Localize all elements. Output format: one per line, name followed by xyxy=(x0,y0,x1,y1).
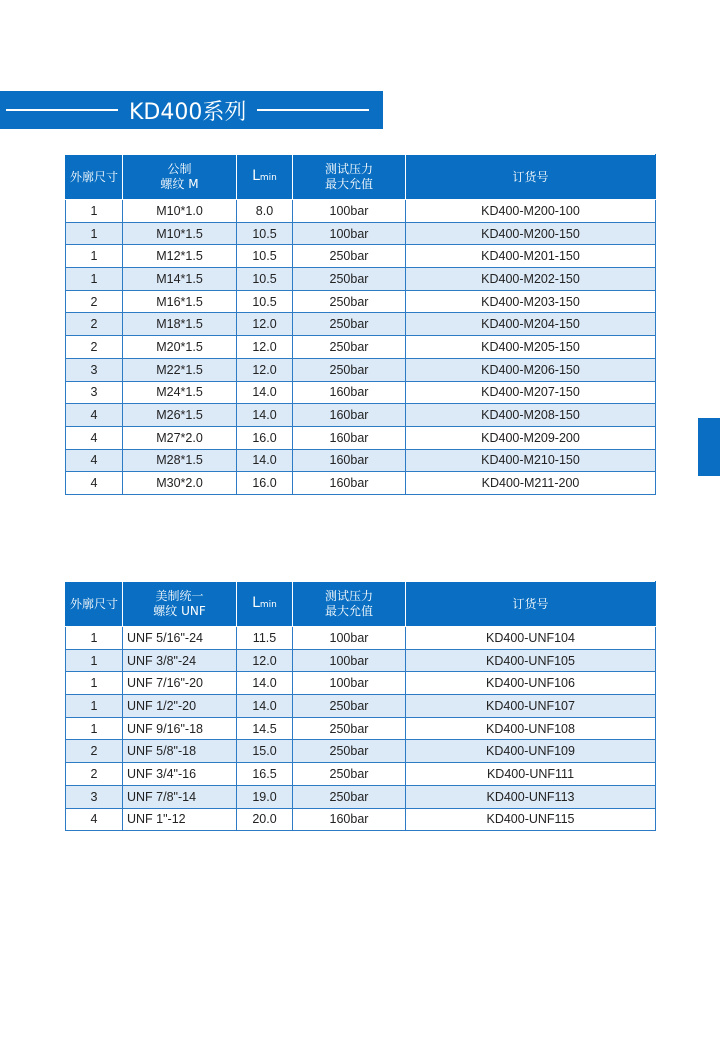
cell-order-number: KD400-M208-150 xyxy=(406,404,656,427)
cell-pressure: 160bar xyxy=(293,472,406,495)
cell-lmin: 10.5 xyxy=(237,245,293,268)
cell-thread: UNF 7/16"-20 xyxy=(123,672,237,695)
cell-pressure: 160bar xyxy=(293,449,406,472)
cell-lmin: 14.5 xyxy=(237,717,293,740)
cell-lmin: 10.5 xyxy=(237,290,293,313)
cell-pressure: 250bar xyxy=(293,695,406,718)
cell-size: 2 xyxy=(66,290,123,313)
table-row xyxy=(66,404,656,427)
cell-thread: UNF 1/2"-20 xyxy=(123,695,237,718)
header-thread xyxy=(123,155,237,200)
section-title: KD400系列 xyxy=(129,99,247,125)
cell-pressure: 250bar xyxy=(293,358,406,381)
header-order-number: 订货号 xyxy=(406,582,656,627)
cell-pressure: 100bar xyxy=(293,672,406,695)
table-row xyxy=(66,290,656,313)
header-thread xyxy=(123,582,237,627)
section-banner xyxy=(0,91,383,129)
cell-size: 1 xyxy=(66,268,123,291)
table-row xyxy=(66,358,656,381)
cell-lmin: 14.0 xyxy=(237,695,293,718)
cell-size: 4 xyxy=(66,808,123,831)
cell-size: 1 xyxy=(66,649,123,672)
cell-pressure: 250bar xyxy=(293,336,406,359)
cell-thread: M14*1.5 xyxy=(123,268,237,291)
cell-pressure: 250bar xyxy=(293,313,406,336)
cell-size: 4 xyxy=(66,426,123,449)
header-thread-line1: 美制统一 xyxy=(155,589,204,603)
table-row xyxy=(66,336,656,359)
cell-order-number: KD400-UNF106 xyxy=(406,672,656,695)
cell-order-number: KD400-UNF115 xyxy=(406,808,656,831)
cell-lmin: 8.0 xyxy=(237,200,293,223)
cell-order-number: KD400-UNF111 xyxy=(406,763,656,786)
cell-lmin: 10.5 xyxy=(237,268,293,291)
cell-lmin: 12.0 xyxy=(237,336,293,359)
cell-size: 1 xyxy=(66,717,123,740)
table-header-row xyxy=(66,155,656,200)
cell-thread: M27*2.0 xyxy=(123,426,237,449)
cell-pressure: 100bar xyxy=(293,222,406,245)
cell-pressure: 160bar xyxy=(293,808,406,831)
table-row xyxy=(66,740,656,763)
header-pressure-line2: 最大允值 xyxy=(324,177,373,191)
cell-size: 3 xyxy=(66,358,123,381)
table-row xyxy=(66,200,656,223)
metric-thread-table xyxy=(65,154,656,495)
cell-size: 1 xyxy=(66,222,123,245)
table-row xyxy=(66,627,656,650)
cell-order-number: KD400-M210-150 xyxy=(406,449,656,472)
header-pressure-line1: 测试压力 xyxy=(324,162,373,176)
header-order-number: 订货号 xyxy=(406,155,656,200)
header-pressure xyxy=(293,155,406,200)
cell-lmin: 12.0 xyxy=(237,649,293,672)
cell-order-number: KD400-UNF108 xyxy=(406,717,656,740)
cell-order-number: KD400-M204-150 xyxy=(406,313,656,336)
cell-size: 1 xyxy=(66,672,123,695)
cell-order-number: KD400-UNF105 xyxy=(406,649,656,672)
cell-pressure: 250bar xyxy=(293,717,406,740)
table-row xyxy=(66,268,656,291)
cell-lmin: 16.5 xyxy=(237,763,293,786)
cell-order-number: KD400-M200-100 xyxy=(406,200,656,223)
cell-pressure: 250bar xyxy=(293,740,406,763)
cell-pressure: 250bar xyxy=(293,245,406,268)
cell-thread: UNF 9/16"-18 xyxy=(123,717,237,740)
cell-lmin: 14.0 xyxy=(237,381,293,404)
cell-pressure: 160bar xyxy=(293,381,406,404)
cell-order-number: KD400-M211-200 xyxy=(406,472,656,495)
cell-order-number: KD400-UNF113 xyxy=(406,785,656,808)
cell-order-number: KD400-M202-150 xyxy=(406,268,656,291)
cell-pressure: 250bar xyxy=(293,268,406,291)
cell-order-number: KD400-M206-150 xyxy=(406,358,656,381)
cell-lmin: 14.0 xyxy=(237,404,293,427)
table-row xyxy=(66,381,656,404)
cell-order-number: KD400-M200-150 xyxy=(406,222,656,245)
cell-lmin: 15.0 xyxy=(237,740,293,763)
cell-order-number: KD400-M201-150 xyxy=(406,245,656,268)
header-size: 外廓尺寸 xyxy=(66,582,123,627)
cell-thread: M30*2.0 xyxy=(123,472,237,495)
table-row xyxy=(66,426,656,449)
cell-order-number: KD400-M207-150 xyxy=(406,381,656,404)
cell-lmin: 19.0 xyxy=(237,785,293,808)
cell-pressure: 250bar xyxy=(293,785,406,808)
table-row xyxy=(66,808,656,831)
cell-pressure: 160bar xyxy=(293,426,406,449)
cell-thread: M26*1.5 xyxy=(123,404,237,427)
banner-rule-left xyxy=(6,109,118,111)
cell-size: 1 xyxy=(66,627,123,650)
header-thread-line1: 公制 xyxy=(167,162,192,176)
header-lmin-main: L xyxy=(252,594,260,611)
cell-order-number: KD400-M209-200 xyxy=(406,426,656,449)
cell-thread: UNF 3/4"-16 xyxy=(123,763,237,786)
cell-thread: M16*1.5 xyxy=(123,290,237,313)
unf-thread-table xyxy=(65,581,656,831)
table-row xyxy=(66,672,656,695)
cell-lmin: 16.0 xyxy=(237,472,293,495)
table-row xyxy=(66,222,656,245)
cell-lmin: 16.0 xyxy=(237,426,293,449)
cell-thread: M20*1.5 xyxy=(123,336,237,359)
cell-pressure: 160bar xyxy=(293,404,406,427)
table-header-row xyxy=(66,582,656,627)
cell-thread: UNF 5/8"-18 xyxy=(123,740,237,763)
header-pressure-line1: 测试压力 xyxy=(324,589,373,603)
header-size: 外廓尺寸 xyxy=(66,155,123,200)
cell-lmin: 12.0 xyxy=(237,358,293,381)
cell-size: 3 xyxy=(66,785,123,808)
table-row xyxy=(66,313,656,336)
cell-lmin: 11.5 xyxy=(237,627,293,650)
cell-thread: M12*1.5 xyxy=(123,245,237,268)
cell-order-number: KD400-UNF109 xyxy=(406,740,656,763)
cell-pressure: 250bar xyxy=(293,763,406,786)
table-row xyxy=(66,472,656,495)
cell-lmin: 20.0 xyxy=(237,808,293,831)
cell-order-number: KD400-M203-150 xyxy=(406,290,656,313)
header-lmin-sub: min xyxy=(259,172,277,183)
cell-size: 2 xyxy=(66,740,123,763)
cell-thread: UNF 1"-12 xyxy=(123,808,237,831)
side-tab-marker xyxy=(698,418,720,476)
cell-pressure: 100bar xyxy=(293,627,406,650)
header-lmin xyxy=(237,582,293,627)
header-lmin-sub: min xyxy=(259,599,277,610)
header-pressure-line2: 最大允值 xyxy=(324,604,373,618)
cell-size: 2 xyxy=(66,336,123,359)
table-row xyxy=(66,695,656,718)
cell-size: 2 xyxy=(66,313,123,336)
cell-thread: M28*1.5 xyxy=(123,449,237,472)
cell-size: 4 xyxy=(66,449,123,472)
header-thread-line2: 螺纹 M xyxy=(160,177,199,191)
cell-order-number: KD400-M205-150 xyxy=(406,336,656,359)
cell-order-number: KD400-UNF107 xyxy=(406,695,656,718)
table-row xyxy=(66,785,656,808)
cell-size: 4 xyxy=(66,404,123,427)
cell-size: 1 xyxy=(66,200,123,223)
cell-thread: M18*1.5 xyxy=(123,313,237,336)
cell-thread: M10*1.5 xyxy=(123,222,237,245)
table-row xyxy=(66,449,656,472)
header-lmin xyxy=(237,155,293,200)
table-row xyxy=(66,763,656,786)
banner-rule-right xyxy=(257,109,369,111)
table-row xyxy=(66,717,656,740)
cell-pressure: 250bar xyxy=(293,290,406,313)
header-thread-line2: 螺纹 UNF xyxy=(153,604,206,618)
cell-lmin: 12.0 xyxy=(237,313,293,336)
cell-thread: M24*1.5 xyxy=(123,381,237,404)
cell-pressure: 100bar xyxy=(293,200,406,223)
header-lmin-main: L xyxy=(252,167,260,184)
table-row xyxy=(66,649,656,672)
cell-thread: UNF 7/8"-14 xyxy=(123,785,237,808)
cell-size: 3 xyxy=(66,381,123,404)
cell-size: 4 xyxy=(66,472,123,495)
cell-size: 1 xyxy=(66,695,123,718)
cell-thread: UNF 3/8"-24 xyxy=(123,649,237,672)
table-row xyxy=(66,245,656,268)
cell-lmin: 10.5 xyxy=(237,222,293,245)
cell-order-number: KD400-UNF104 xyxy=(406,627,656,650)
cell-size: 2 xyxy=(66,763,123,786)
cell-lmin: 14.0 xyxy=(237,449,293,472)
cell-thread: M22*1.5 xyxy=(123,358,237,381)
cell-lmin: 14.0 xyxy=(237,672,293,695)
cell-size: 1 xyxy=(66,245,123,268)
cell-pressure: 100bar xyxy=(293,649,406,672)
header-pressure xyxy=(293,582,406,627)
cell-thread: UNF 5/16"-24 xyxy=(123,627,237,650)
cell-thread: M10*1.0 xyxy=(123,200,237,223)
